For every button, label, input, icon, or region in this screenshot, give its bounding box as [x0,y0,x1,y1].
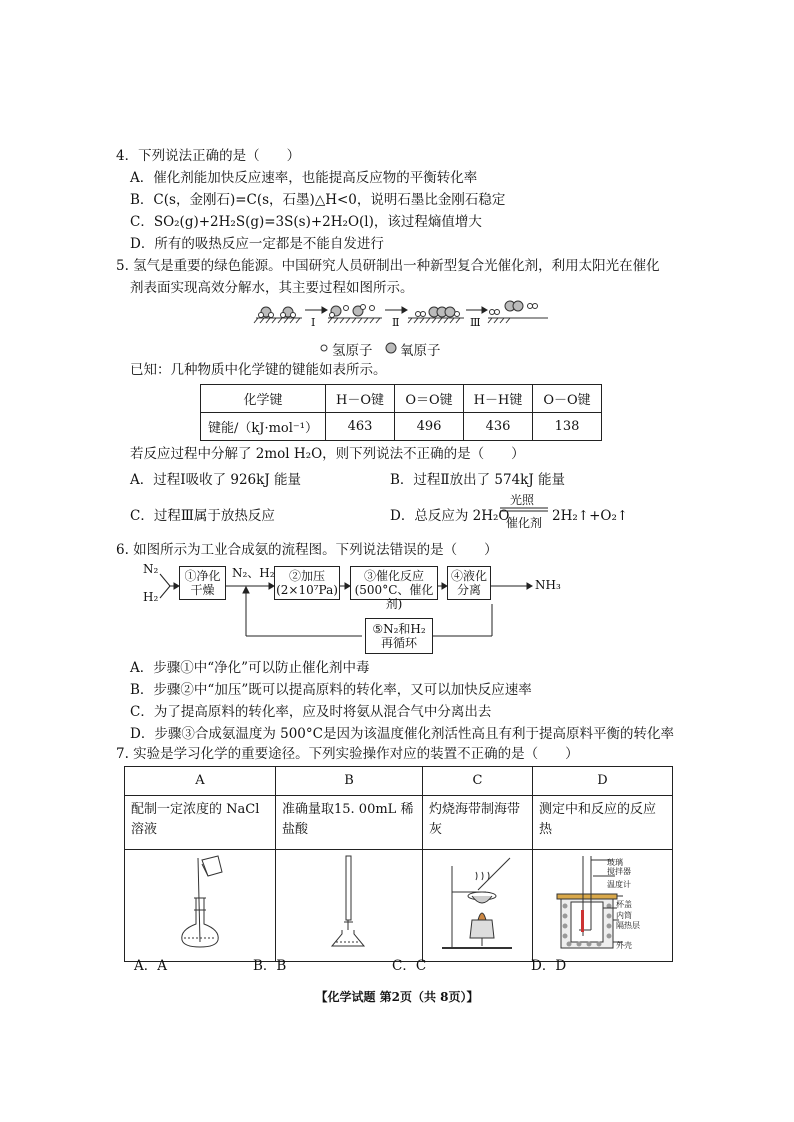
flow-box-pressurize [274,566,340,600]
table-cell: 配制一定浓度的 NaCl 溶液 [125,796,276,850]
flow-n2: N₂ [143,562,159,576]
crucible-burner-icon [438,850,518,954]
q6-option-b: B．步骤②中“加压”既可以提高原料的转化率，又可以加快反应速率 [130,682,532,698]
q4-option-d: D．所有的吸热反应一定都是不能自发进行 [130,236,384,252]
q7-option-d: D．D [531,958,567,974]
q7-stem: 7. 实验是学习化学的重要途径。下列实验操作对应的装置不正确的是（ ） [116,746,579,762]
q6-stem: 6. 如图所示为工业合成氨的流程图。下列说法错误的是（ ） [116,542,498,558]
page-footer: 【化学试题 第2页（共 8页）】 [315,990,479,1004]
table-row [125,767,673,796]
step-label-2: Ⅱ [392,316,400,329]
table-cell: 准确量取15. 00mL 稀盐酸 [276,796,423,850]
q6-option-c: C．为了提高原料的转化率，应及时将氨从混合气中分离出去 [130,704,492,720]
condition-catalyst: 催化剂 [506,516,543,530]
step-label-3: Ⅲ [470,316,481,329]
flow-box-label: ⑤N₂和H₂ [372,622,426,636]
reaction-arrow-icon [500,507,548,513]
table-cell: 键能/（kJ·mol⁻¹） [201,413,326,441]
table-header: H－O键 [326,385,395,413]
q5-known: 已知：几种物质中化学键的键能如表所示。 [130,362,387,378]
calorimeter-label: 玻璃 [607,858,623,867]
table-cell: 463 [326,413,395,441]
flow-box-label: 再循环 [380,636,417,650]
flow-box-label: ④液化 [450,569,487,583]
condition-light: 光照 [510,493,535,507]
flow-box-label: (2×10⁷Pa) [276,583,338,597]
table-header: C [423,767,533,796]
table-cell: 测定中和反应的反应热 [533,796,673,850]
q5-option-d-products: 2H₂↑+O₂↑ [552,508,629,524]
flow-box-label: (500°C、催化剂) [354,583,434,611]
calorimeter-label: 温度计 [607,880,631,889]
legend-hydrogen: 氢原子 [332,343,373,359]
flow-box-catalysis [350,566,438,611]
table-cell: 436 [464,413,533,441]
q6-option-a: A．步骤①中“净化”可以防止催化剂中毒 [130,660,370,676]
bond-energy-table [200,384,602,441]
flow-box-liquefy [447,566,491,600]
table-cell: 138 [533,413,602,441]
q6-option-d: D．步骤③合成氨温度为 500°C是因为该温度催化剂活性高且有利于提高原料平衡的转化率 [130,726,674,742]
table-header: O－O键 [533,385,602,413]
table-cell [423,850,533,962]
step-label-1: Ⅰ [311,316,316,329]
calorimeter-icon [543,850,663,954]
table-header: H－H键 [464,385,533,413]
calorimeter-label: 搅拌器 [607,867,631,876]
flow-box-recycle [365,618,433,654]
q7-option-b: B．B [253,958,287,974]
q5-option-b: B．过程Ⅱ放出了 574kJ 能量 [390,472,566,488]
q5-stem-line1: 5. 氢气是重要的绿色能源。中国研究人员研制出一种新型复合光催化剂，利用太阳光在催化 [116,258,660,274]
q5-option-a: A．过程Ⅰ吸收了 926kJ 能量 [130,472,302,488]
flow-box-label: 分离 [456,583,481,597]
table-cell: 灼烧海带制海带灰 [423,796,533,850]
q5-condition: 若反应过程中分解了 2mol H₂O，则下列说法不正确的是（ ） [130,446,525,462]
table-row [125,796,673,850]
q5-stem-line2: 剂表面实现高效分解水，其主要过程如图所示。 [130,280,414,296]
table-row [201,385,602,413]
calorimeter-label: 隔热层 [616,921,640,930]
flow-mid-label: N₂、H₂ [232,566,275,580]
q4-option-a: A．催化剂能加快反应速率，也能提高反应物的平衡转化率 [130,170,478,186]
q7-option-a: A．A [134,958,167,974]
calorimeter-label: 外壳 [616,941,632,950]
experiment-table [124,766,673,962]
q4-option-b: B．C(s，金刚石)=C(s，石墨)△H<0，说明石墨比金刚石稳定 [130,192,506,208]
table-header: D [533,767,673,796]
flow-box-label: 干燥 [190,583,215,597]
q7-option-c: C．C [392,958,427,974]
table-header: 化学键 [201,385,326,413]
calorimeter-label: 杯盖 [616,900,632,909]
q4-option-c: C．SO₂(g)+2H₂S(g)=3S(s)+2H₂O(l)，该过程熵值增大 [130,214,482,230]
table-cell: 496 [395,413,464,441]
flow-nh3: NH₃ [535,578,561,592]
water-splitting-diagram [252,296,552,330]
legend-oxygen: 氧原子 [400,343,441,359]
flow-box-purify [179,566,226,600]
q4-stem: 4．下列说法正确的是（ ） [116,148,301,164]
table-row [201,413,602,441]
table-row [125,850,673,962]
table-cell [125,850,276,962]
table-header: B [276,767,423,796]
flow-box-label: ①净化 [184,569,221,583]
flow-h2: H₂ [143,590,159,604]
q5-option-d: D．总反应为 2H₂O [390,508,510,524]
oxygen-atom-icon [384,341,398,355]
flow-box-label: ③催化反应 [363,569,424,583]
table-header: O＝O键 [395,385,464,413]
hydrogen-atom-icon [318,342,330,354]
q5-option-c: C．过程Ⅲ属于放热反应 [130,508,275,524]
table-cell [276,850,423,962]
table-cell [533,850,673,962]
flow-box-label: ②加压 [288,569,325,583]
table-header: A [125,767,276,796]
volumetric-flask-icon [170,850,230,950]
calorimeter-label: 内筒 [616,911,632,920]
burette-icon [324,850,374,950]
